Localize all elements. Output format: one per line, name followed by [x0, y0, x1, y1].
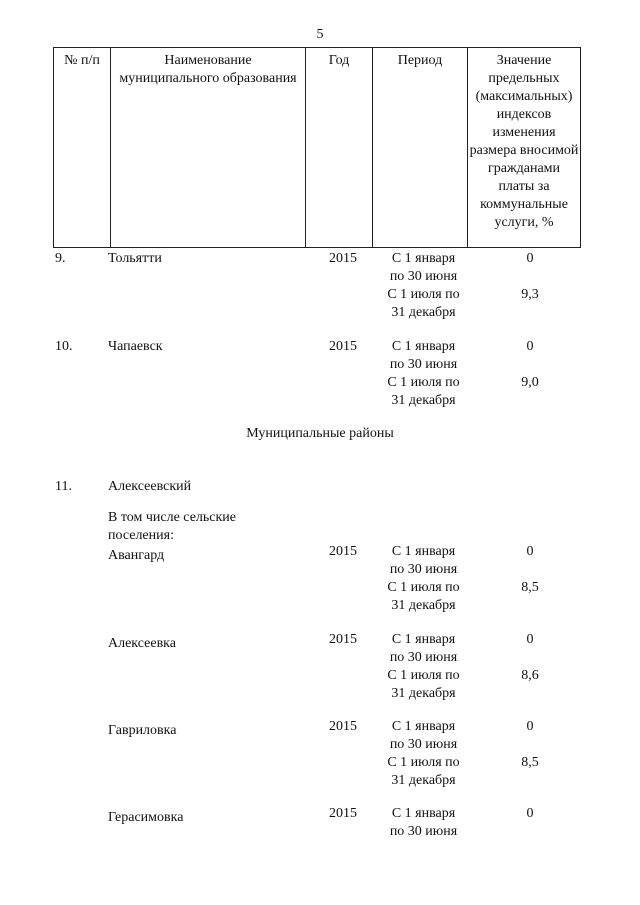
settlement-year: 2015 — [329, 544, 357, 559]
settlement-period-1: С 1 января по 30 июня — [389, 806, 458, 839]
row-period-1: С 1 января по 30 июня — [389, 339, 458, 372]
section-title: Муниципальные районы — [246, 426, 394, 441]
header-year: Год — [306, 48, 373, 248]
row-period-2: С 1 июля по 31 декабря — [387, 375, 460, 408]
row-period-1: С 1 января по 30 июня — [389, 251, 458, 284]
row-year: 2015 — [329, 251, 357, 266]
settlement-value-1: 0 — [526, 719, 534, 734]
settlement-value-1: 0 — [526, 632, 534, 647]
row-name: Тольятти — [108, 251, 162, 266]
settlement-year: 2015 — [329, 806, 357, 821]
district-subtitle: В том числе сельские поселения: — [108, 510, 237, 543]
settlement-year: 2015 — [329, 632, 357, 647]
row-value-2: 9,3 — [521, 287, 539, 302]
settlement-period-1: С 1 января по 30 июня — [389, 632, 458, 665]
header-name: Наименование муниципального образования — [111, 48, 306, 248]
settlement-period-1: С 1 января по 30 июня — [389, 544, 458, 577]
settlement-value-2: 8,6 — [521, 668, 539, 683]
row-value-1: 0 — [526, 251, 534, 266]
settlement-period-1: С 1 января по 30 июня — [389, 719, 458, 752]
settlement-value-1: 0 — [526, 806, 534, 821]
settlement-name: Авангард — [108, 548, 165, 563]
district-num: 11. — [55, 479, 72, 494]
header-value: Значение предельных (максимальных) индексов изменения размера вносимой гражданами платы за коммунальные услуги, % — [468, 48, 581, 248]
settlement-period-2: С 1 июля по 31 декабря — [387, 668, 460, 701]
settlement-value-2: 8,5 — [521, 755, 539, 770]
header-period: Период — [373, 48, 468, 248]
settlement-name: Гавриловка — [108, 723, 177, 738]
settlement-period-2: С 1 июля по 31 декабря — [387, 755, 460, 788]
settlement-name: Алексеевка — [108, 636, 176, 651]
header-num: № п/п — [54, 48, 111, 248]
row-year: 2015 — [329, 339, 357, 354]
row-num: 9. — [55, 251, 66, 266]
settlement-period-2: С 1 июля по 31 декабря — [387, 580, 460, 613]
row-name: Чапаевск — [108, 339, 163, 354]
settlement-value-1: 0 — [526, 544, 534, 559]
settlement-value-2: 8,5 — [521, 580, 539, 595]
settlement-year: 2015 — [329, 719, 357, 734]
page-number: 5 — [316, 27, 324, 42]
row-value-2: 9,0 — [521, 375, 539, 390]
row-value-1: 0 — [526, 339, 534, 354]
row-period-2: С 1 июля по 31 декабря — [387, 287, 460, 320]
row-num: 10. — [55, 339, 73, 354]
settlement-name: Герасимовка — [108, 810, 184, 825]
district-name: Алексеевский — [108, 479, 192, 494]
table-header — [53, 47, 581, 248]
